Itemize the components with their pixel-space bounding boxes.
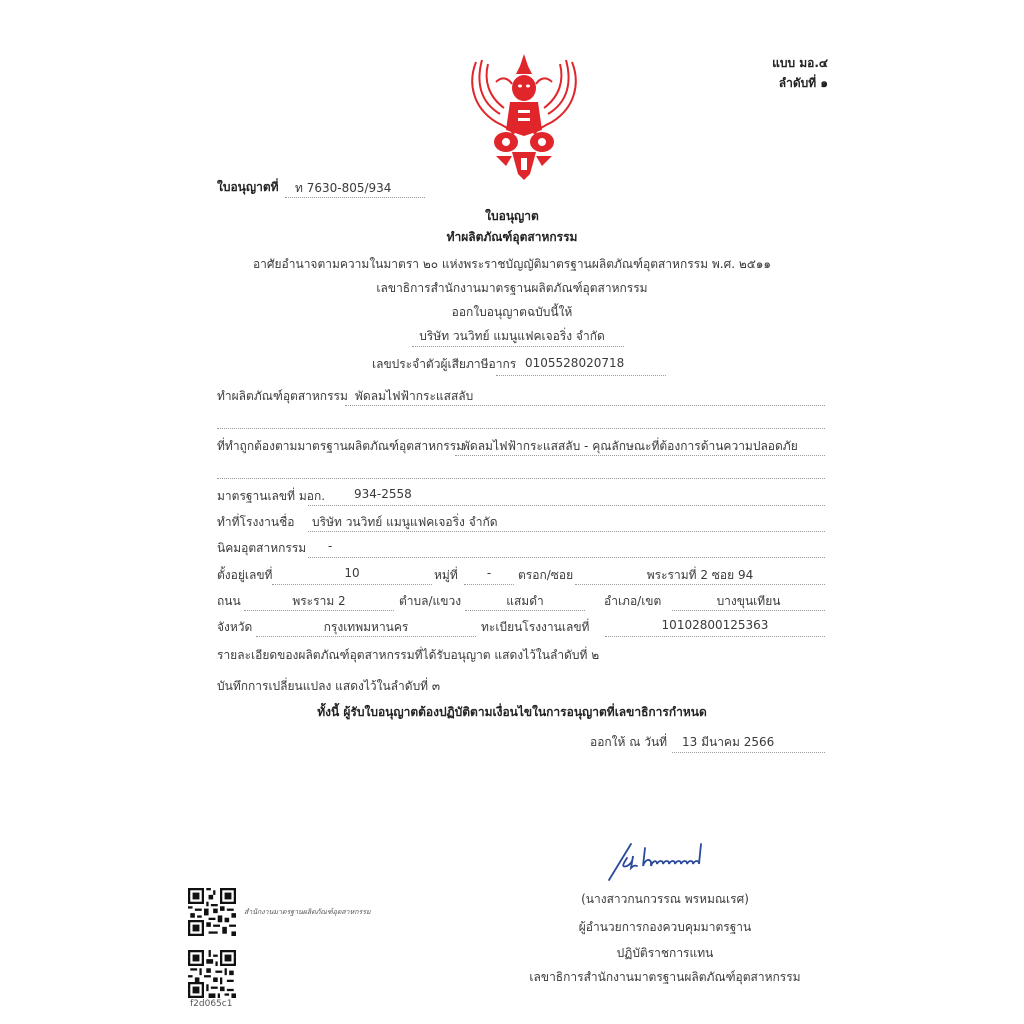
factory-value: บริษัท วนวิทย์ แมนูแฟคเจอริ่ง จำกัด <box>312 515 498 529</box>
license-number-label: ใบอนุญาตที่ <box>217 180 279 194</box>
signatory-position-3: เลขาธิการสำนักงานมาตรฐานผลิตภัณฑ์อุตสาหกรรม <box>529 970 801 984</box>
moo-line <box>464 584 514 585</box>
address-no-line <box>272 584 432 585</box>
subdistrict-label: ตำบล/แขวง <box>399 594 462 608</box>
tis-number-line <box>308 505 825 506</box>
moo-label: หมู่ที่ <box>434 568 458 582</box>
qr-code-icon[interactable] <box>188 888 236 936</box>
qr-code-verify-icon[interactable] <box>188 950 236 998</box>
province-line <box>256 636 476 637</box>
industrial-estate-value: - <box>328 539 333 553</box>
qr-code-id: f2d065c1 <box>190 999 233 1009</box>
signature-icon <box>605 838 745 884</box>
tax-id-label: เลขประจำตัวผู้เสียภาษีอากร <box>372 357 517 371</box>
title-line1: ใบอนุญาต <box>485 209 539 223</box>
address-no-value: 10 <box>344 566 360 580</box>
subdistrict-line <box>465 610 585 611</box>
factory-reg-value: 10102800125363 <box>661 618 769 632</box>
factory-reg-label: ทะเบียนโรงงานเลขที่ <box>481 620 590 634</box>
sequence-number: ลำดับที่ ๑ <box>778 76 828 90</box>
license-number-value: ท 7630-805/934 <box>295 181 392 195</box>
product-value: พัดลมไฟฟ้ากระแสสลับ <box>355 389 474 403</box>
road-value: พระราม 2 <box>292 594 346 608</box>
tis-number-value: 934-2558 <box>354 487 412 501</box>
standard-label: ที่ทำถูกต้องตามมาตรฐานผลิตภัณฑ์อุตสาหกรรม <box>217 439 465 453</box>
road-label: ถนน <box>217 594 241 608</box>
moo-value: - <box>486 566 492 580</box>
province-label: จังหวัด <box>217 620 253 634</box>
issue-date-label: ออกให้ ณ วันที่ <box>590 735 668 749</box>
condition-note: ทั้งนี้ ผู้รับใบอนุญาตต้องปฏิบัติตามเงื่อนไขในการอนุญาตที่เลขาธิการกำหนด <box>317 705 707 719</box>
form-number: แบบ มอ.๔ <box>772 56 828 70</box>
factory-label: ทำที่โรงงานชื่อ <box>217 515 295 529</box>
standard-line <box>455 455 825 456</box>
soi-line <box>575 584 825 585</box>
standard-line-2 <box>217 478 825 479</box>
details-note: รายละเอียดของผลิตภัณฑ์อุตสาหกรรมที่ได้รับอนุญาต แสดงไว้ในลำดับที่ ๒ <box>217 648 600 662</box>
license-number-line <box>285 197 425 198</box>
industrial-estate-line <box>308 557 825 558</box>
signatory-position-1: ผู้อำนวยการกองควบคุมมาตรฐาน <box>578 920 752 934</box>
preamble-line2: เลขาธิการสำนักงานมาตรฐานผลิตภัณฑ์อุตสาหกรรม <box>376 281 648 295</box>
issue-date-value: 13 มีนาคม 2566 <box>682 735 775 749</box>
factory-line <box>308 531 825 532</box>
issue-date-line <box>672 752 825 753</box>
district-value: บางขุนเทียน <box>716 594 781 608</box>
soi-label: ตรอก/ซอย <box>518 568 574 582</box>
province-value: กรุงเทพมหานคร <box>323 620 409 634</box>
licensee-line <box>412 346 624 347</box>
district-label: อำเภอ/เขต <box>604 594 662 608</box>
product-line-2 <box>217 428 825 429</box>
tax-id-line <box>496 375 666 376</box>
subdistrict-value: แสมดำ <box>506 594 544 608</box>
signatory-name: (นางสาวกนกวรรณ พรหมณเรศ) <box>581 892 749 906</box>
signatory-position-2: ปฏิบัติราชการแทน <box>616 946 714 960</box>
tis-number-label: มาตรฐานเลขที่ มอก. <box>217 489 326 503</box>
product-line <box>345 405 825 406</box>
tax-id-value: 0105528020718 <box>525 356 625 370</box>
licensee-company: บริษัท วนวิทย์ แมนูแฟคเจอริ่ง จำกัด <box>419 329 605 343</box>
preamble-line1: อาศัยอำนาจตามความในมาตรา ๒๐ แห่งพระราชบัญญัติมาตรฐานผลิตภัณฑ์อุตสาหกรรม พ.ศ. ๒๕๑๑ <box>252 257 772 271</box>
road-line <box>244 610 394 611</box>
address-no-label: ตั้งอยู่เลขที่ <box>217 568 273 582</box>
preamble-line3: ออกใบอนุญาตฉบับนี้ให้ <box>451 305 573 319</box>
title-line2: ทำผลิตภัณฑ์อุตสาหกรรม <box>446 230 578 244</box>
district-line <box>672 610 825 611</box>
product-label: ทำผลิตภัณฑ์อุตสาหกรรม <box>217 389 348 403</box>
soi-value: พระรามที่ 2 ซอย 94 <box>646 568 754 582</box>
qr-caption: สำนักงานมาตรฐานผลิตภัณฑ์อุตสาหกรรม <box>244 908 371 916</box>
industrial-estate-label: นิคมอุตสาหกรรม <box>217 541 307 555</box>
standard-value: พัดลมไฟฟ้ากระแสสลับ - คุณลักษณะที่ต้องการด้านความปลอดภัย <box>462 439 798 453</box>
changes-note: บันทึกการเปลี่ยนแปลง แสดงไว้ในลำดับที่ ๓ <box>217 679 441 693</box>
factory-reg-line <box>605 636 825 637</box>
garuda-emblem-icon <box>466 52 582 182</box>
